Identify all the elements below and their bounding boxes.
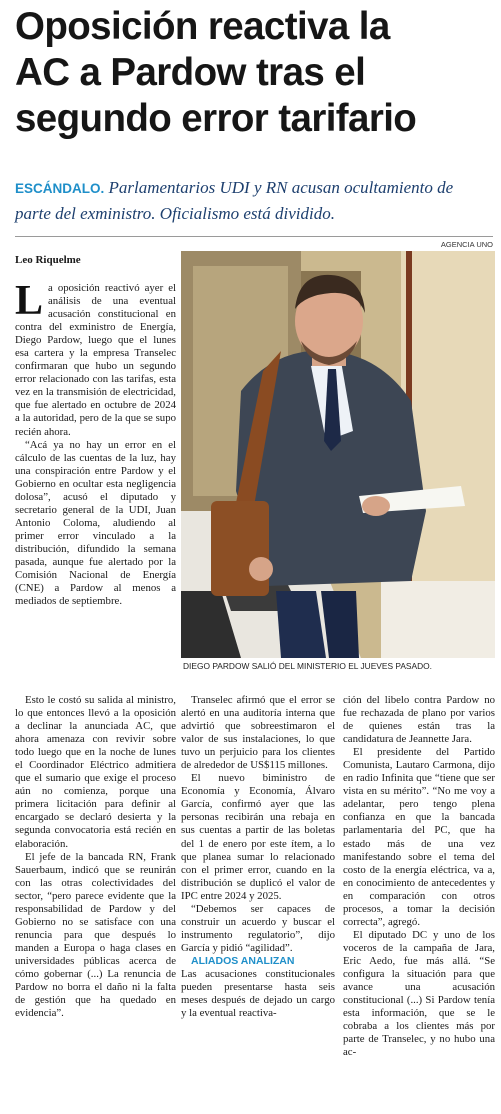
divider (15, 236, 493, 237)
paragraph: “Acá ya no hay un error en el cálculo de las cuentas de la luz, hay una conspiración entre Pardow y el Gobierno en ocultar esta negligencia dolosa”, acusó el diputado y secretario general de la UDI, Juan Antonio Coloma, aludiendo al primer error vinculado a la distribución, difundido la semana pasada, aunque fue alertado por la Comisión Nacional de Energía (CNE) a Pardow al menos a mediados de septiembre. (15, 438, 176, 608)
paragraph: El presidente del Partido Comunista, Lautaro Carmona, dijo en radio Infinita que “tiene que ser vista en su mérito”. “No me voy a adelantar, pero tengo plena confianza en que la bancada parlamentaria del PC, que ha estado más de una vez manifestando sobre el tema del costo de la energía eléctrica, va a, en conocimiento de antecedentes y en comparación con otros procesos, a tomar la decisión correcta”, agregó. (343, 746, 495, 928)
paragraph: Esto le costó su salida al ministro, lo que entonces llevó a la oposición a declinar la anunciada AC, que ahora amenaza con revivir sobre todo luego que en la noche de lunes el Coordinador Eléctrico admitiera que el sumario que exige el proceso aún no comienza, porque una primera licitación para definir al encargado se declaró desierta y la segunda convocatoria está recién en elaboración. (15, 694, 176, 850)
section-heading: ALIADOS ANALIZAN (191, 954, 295, 967)
paragraph: Las acusaciones constitucionales pueden presentarse hasta seis meses después de dejado un cargo y la eventual reactiva- (181, 967, 335, 1020)
deck-text: Parlamentarios UDI y RN acusan ocultamiento de parte del exministro. Oficialismo está dividido. (15, 178, 454, 223)
paragraph (15, 282, 176, 439)
deck-kicker: ESCÁNDALO. (15, 181, 105, 196)
byline: Leo Riquelme (15, 254, 81, 266)
paragraph: ción del libelo contra Pardow no fue rechazada de plano por varios de quienes están tras la candidatura de Jeannette Jara. (343, 694, 495, 746)
paragraph: El nuevo biministro de Economía y Economía, Álvaro García, confirmó ayer que las personas recibirán una rebaja en sus cuentas a partir de las boletas del 1 de enero por este ítem, a lo que planea sumar lo relacionado con el primer error, cuando en la distribución se duplicó el valor de IPC entre 2024 y 2025. (181, 772, 335, 902)
headline (15, 4, 493, 142)
article-column-1-bottom (15, 694, 176, 1104)
photo-credit: AGENCIA UNO (440, 240, 493, 249)
paragraph: “Debemos ser capaces de construir un acuerdo y buscar el instrumento regulatorio”, dijo García y pidió “agilidad”. (181, 902, 335, 954)
article-column-3 (343, 694, 495, 1104)
photo-caption: DIEGO PARDOW SALIÓ DEL MINISTERIO EL JUEVES PASADO. (183, 661, 432, 671)
headline-line-2: AC a Pardow tras el (15, 51, 366, 94)
deck (15, 175, 491, 226)
article-column-1-top (15, 282, 176, 694)
headline-line-1: Oposición reactiva la (15, 5, 390, 48)
photo-illustration (181, 251, 495, 658)
headline-line-3: segundo error tarifario (15, 97, 417, 140)
paragraph-text: a oposición reactivó ayer el análisis de una eventual acusación constitucional en contra del exministro de Energía, Diego Pardow, luego que el lunes esa cartera y la empresa Transelec confirmaran que hubo un segundo error relacionado con las tarifas, esta vez en la transmisión de electricidad, que fue alertado en octubre de 2024 a la autoridad, pero de la que se supo recién ahora. (15, 282, 176, 438)
photo (181, 251, 495, 658)
article-column-2 (181, 694, 335, 1104)
paragraph: El jefe de la bancada RN, Frank Sauerbaum, indicó que se reunirán con las otras colectividades del sector, “pero parece evidente que la responsabilidad de Pardow y del Gobierno no se satisface con una renuncia para que después lo manden a Europa o haga clases en universidades públicas acerca de cómo gobernar (...) La renuncia de Pardow no borra el daño ni la falta de gestión que ha quedado en evidencia”. (15, 850, 176, 1020)
paragraph: El diputado DC y uno de los voceros de la campaña de Jara, Eric Aedo, fue más allá. “Se configura la situación para que avance una acusación constitucional (...) Si Pardow tenía esta información, que se le cobraba a los clientes más por parte de Transelec, y no hubo una ac- (343, 928, 495, 1059)
drop-cap: L (15, 282, 44, 324)
paragraph: Transelec afirmó que el error se alertó en una auditoría interna que advirtió que sobreestimaron el valor de sus instalaciones, lo que tuvo un perjuicio para los clientes de alrededor de US$115 millones. (181, 694, 335, 772)
